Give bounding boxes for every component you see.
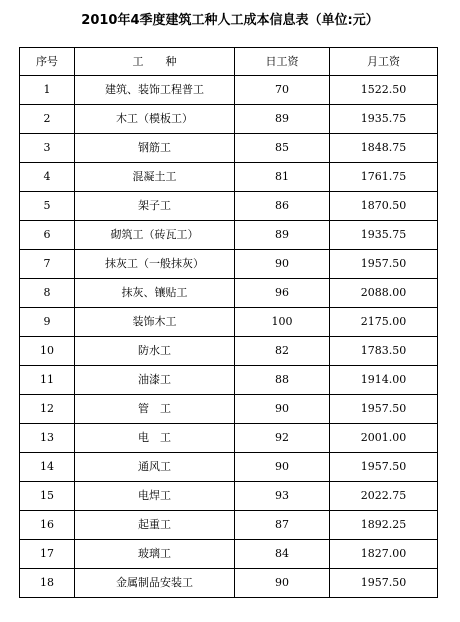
row-daily-wage: 90 (235, 569, 330, 598)
row-daily-wage: 89 (235, 221, 330, 250)
row-index: 8 (20, 279, 75, 308)
row-index: 6 (20, 221, 75, 250)
table-row (20, 453, 438, 482)
header-index: 序号 (20, 48, 75, 76)
row-trade: 玻璃工 (75, 540, 235, 569)
row-daily-wage: 84 (235, 540, 330, 569)
row-daily-wage: 70 (235, 76, 330, 105)
row-trade: 钢筋工 (75, 134, 235, 163)
row-daily-wage: 82 (235, 337, 330, 366)
row-daily-wage: 90 (235, 395, 330, 424)
table-row (20, 569, 438, 598)
header-trade: 工 种 (75, 48, 235, 76)
row-daily-wage: 88 (235, 366, 330, 395)
row-index: 7 (20, 250, 75, 279)
row-monthly-wage: 1957.50 (330, 250, 438, 279)
row-daily-wage: 93 (235, 482, 330, 511)
row-monthly-wage: 2001.00 (330, 424, 438, 453)
row-trade: 油漆工 (75, 366, 235, 395)
row-monthly-wage: 1761.75 (330, 163, 438, 192)
row-monthly-wage: 1522.50 (330, 76, 438, 105)
table-row (20, 337, 438, 366)
row-trade: 电焊工 (75, 482, 235, 511)
table-row (20, 221, 438, 250)
row-trade: 通风工 (75, 453, 235, 482)
row-index: 10 (20, 337, 75, 366)
row-trade: 混凝土工 (75, 163, 235, 192)
row-trade: 抹灰、镶贴工 (75, 279, 235, 308)
row-daily-wage: 90 (235, 453, 330, 482)
row-daily-wage: 85 (235, 134, 330, 163)
table-row (20, 540, 438, 569)
row-monthly-wage: 2022.75 (330, 482, 438, 511)
table-header-row (20, 48, 438, 76)
table-row (20, 395, 438, 424)
row-monthly-wage: 1935.75 (330, 105, 438, 134)
row-index: 4 (20, 163, 75, 192)
row-monthly-wage: 1914.00 (330, 366, 438, 395)
row-daily-wage: 96 (235, 279, 330, 308)
row-monthly-wage: 1935.75 (330, 221, 438, 250)
table-row (20, 308, 438, 337)
row-index: 18 (20, 569, 75, 598)
row-index: 15 (20, 482, 75, 511)
row-trade: 装饰木工 (75, 308, 235, 337)
row-trade: 木工（模板工） (75, 105, 235, 134)
row-daily-wage: 89 (235, 105, 330, 134)
row-monthly-wage: 1783.50 (330, 337, 438, 366)
row-monthly-wage: 1848.75 (330, 134, 438, 163)
table-row (20, 366, 438, 395)
row-monthly-wage: 1827.00 (330, 540, 438, 569)
row-daily-wage: 81 (235, 163, 330, 192)
row-trade: 建筑、装饰工程普工 (75, 76, 235, 105)
row-daily-wage: 90 (235, 250, 330, 279)
row-trade: 起重工 (75, 511, 235, 540)
row-index: 16 (20, 511, 75, 540)
table-row (20, 163, 438, 192)
row-index: 17 (20, 540, 75, 569)
document-title: 2010年4季度建筑工种人工成本信息表（单位:元） (81, 13, 379, 28)
header-daily-wage: 日工资 (235, 48, 330, 76)
row-monthly-wage: 1957.50 (330, 569, 438, 598)
table-row (20, 482, 438, 511)
row-daily-wage: 100 (235, 308, 330, 337)
row-trade: 金属制品安装工 (75, 569, 235, 598)
row-index: 9 (20, 308, 75, 337)
row-index: 11 (20, 366, 75, 395)
row-trade: 管 工 (75, 395, 235, 424)
table-row (20, 76, 438, 105)
table-row (20, 105, 438, 134)
row-trade: 电 工 (75, 424, 235, 453)
row-daily-wage: 87 (235, 511, 330, 540)
row-monthly-wage: 1957.50 (330, 453, 438, 482)
row-index: 2 (20, 105, 75, 134)
row-index: 13 (20, 424, 75, 453)
table-row (20, 424, 438, 453)
row-trade: 架子工 (75, 192, 235, 221)
row-daily-wage: 86 (235, 192, 330, 221)
row-trade: 砌筑工（砖瓦工） (75, 221, 235, 250)
row-index: 3 (20, 134, 75, 163)
row-index: 12 (20, 395, 75, 424)
table-body (20, 76, 438, 598)
table-row (20, 134, 438, 163)
row-trade: 抹灰工（一般抹灰） (75, 250, 235, 279)
row-monthly-wage: 1957.50 (330, 395, 438, 424)
row-index: 5 (20, 192, 75, 221)
row-monthly-wage: 1892.25 (330, 511, 438, 540)
row-daily-wage: 92 (235, 424, 330, 453)
table-row (20, 511, 438, 540)
row-index: 1 (20, 76, 75, 105)
row-monthly-wage: 1870.50 (330, 192, 438, 221)
table-row (20, 250, 438, 279)
table-row (20, 192, 438, 221)
row-monthly-wage: 2175.00 (330, 308, 438, 337)
wage-table (19, 47, 438, 598)
table-row (20, 279, 438, 308)
header-monthly-wage: 月工资 (330, 48, 438, 76)
row-index: 14 (20, 453, 75, 482)
row-monthly-wage: 2088.00 (330, 279, 438, 308)
row-trade: 防水工 (75, 337, 235, 366)
